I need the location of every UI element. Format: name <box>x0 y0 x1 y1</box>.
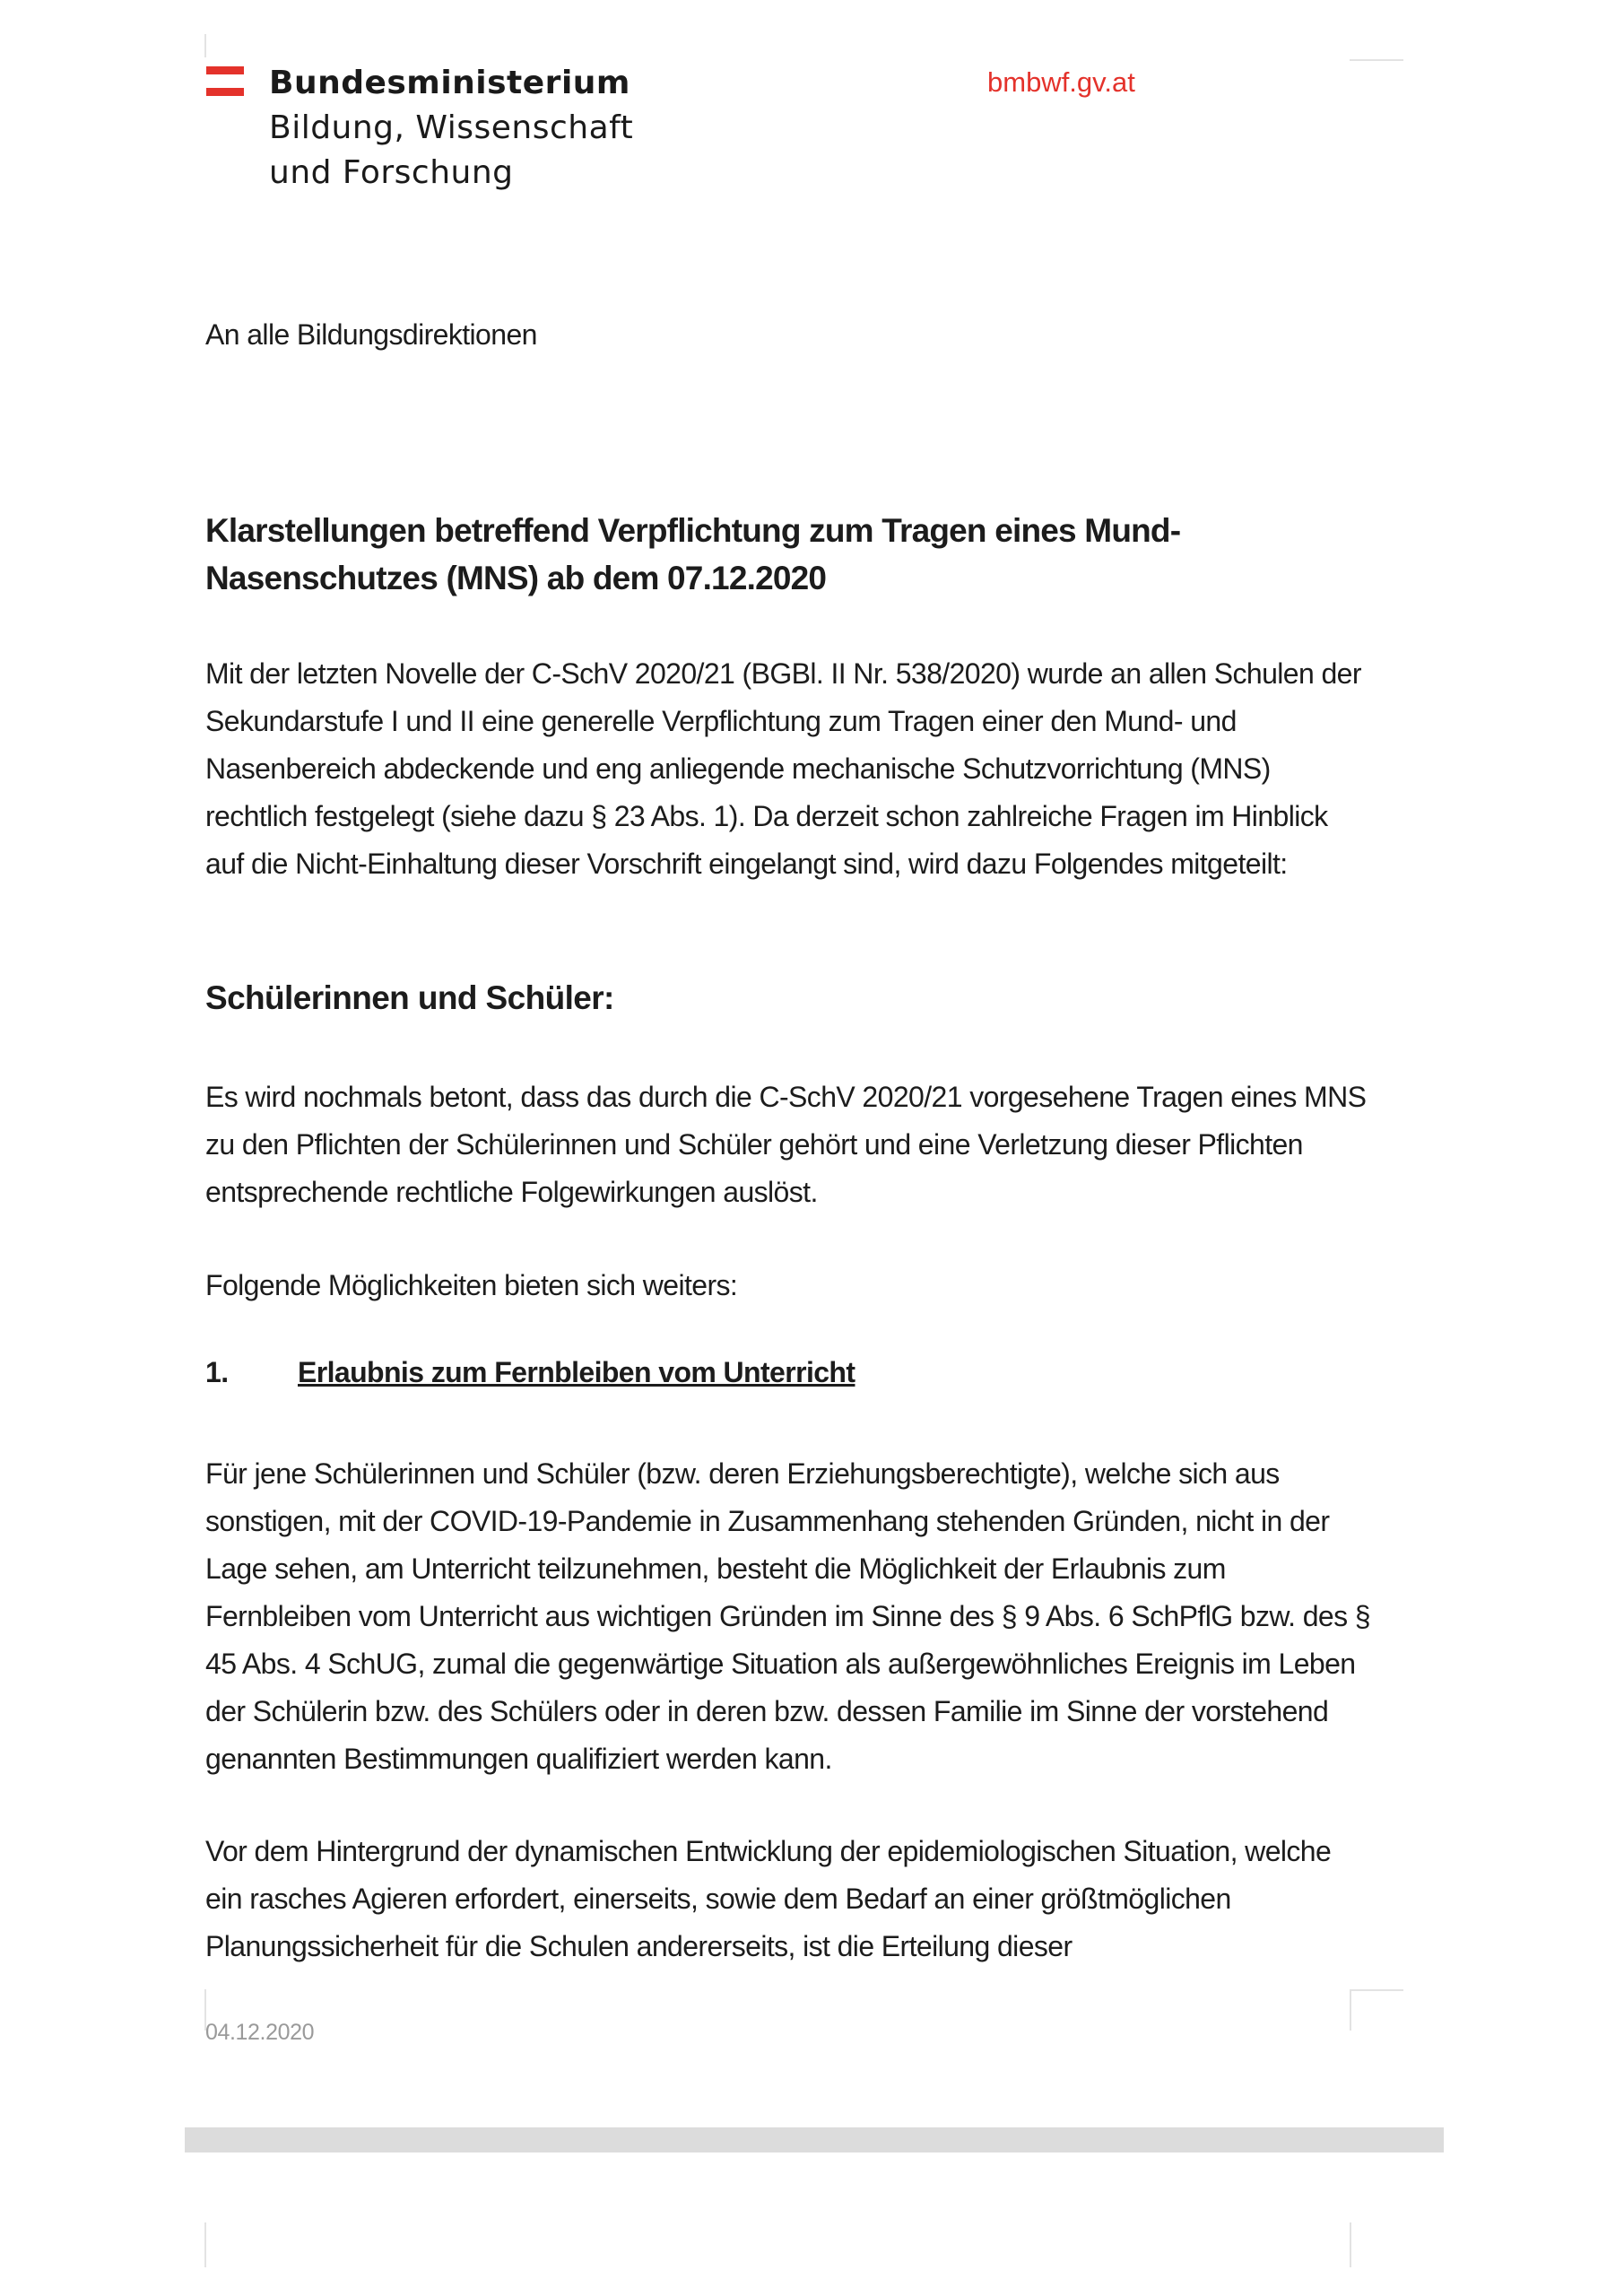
footer-date: 04.12.2020 <box>205 2020 315 2045</box>
ministry-name-line2: Bildung, Wissenschaft <box>269 109 634 146</box>
crop-mark <box>204 34 206 57</box>
ministry-name <box>269 61 633 196</box>
crop-mark <box>1350 2222 1351 2267</box>
crop-mark <box>204 2222 206 2267</box>
page-separator <box>185 2127 1444 2152</box>
website-link[interactable]: bmbwf.gv.at <box>987 66 1135 98</box>
item1-paragraph-2: Vor dem Hintergrund der dynamischen Entwicklung der epidemiologischen Situation, welche ein rasches Agieren erfordert, einerseits, sowie dem Bedarf an einer größtmöglichen Planungssicherheit für die Schulen andererseits, ist die Erteilung dieser <box>205 1835 1332 1962</box>
section-paragraph: Es wird nochmals betont, dass das durch die C-SchV 2020/21 vorgesehene Tragen eines MNS zu den Pflichten der Schülerinnen und Schüler gehört und eine Verletzung dieser Pflichten entsprechende rechtliche Folgewirkungen auslöst. <box>205 1081 1367 1208</box>
crop-mark <box>1350 59 1403 61</box>
document-title: Klarstellungen betreffend Verpflichtung zum Tragen eines Mund-Nasenschutzes (MNS) ab dem 07.12.2020 <box>205 512 1181 596</box>
options-intro: Folgende Möglichkeiten bieten sich weiters: <box>205 1269 738 1301</box>
numbered-heading-number: 1. <box>205 1356 229 1388</box>
numbered-heading-1 <box>205 1356 855 1389</box>
ministry-name-line3: und Forschung <box>269 154 514 191</box>
crop-mark <box>1350 1989 1403 1991</box>
intro-paragraph: Mit der letzten Novelle der C-SchV 2020/21 (BGBl. II Nr. 538/2020) wurde an allen Schulen der Sekundarstufe I und II eine generelle Verpflichtung zum Tragen einer den Mund- und Nasenbereich abdeckende und eng anliegende mechanische Schutzvorrichtung (MNS) rechtlich festgelegt (siehe dazu § 23 Abs. 1). Da derzeit schon zahlreiche Fragen im Hinblick auf die Nicht-Einhaltung dieser Vorschrift eingelangt sind, wird dazu Folgendes mitgeteilt: <box>205 657 1361 880</box>
ministry-name-line1: Bundesministerium <box>269 65 630 101</box>
crop-mark <box>1350 1989 1351 2031</box>
recipient-line: An alle Bildungsdirektionen <box>205 318 537 351</box>
numbered-heading-label: Erlaubnis zum Fernbleiben vom Unterricht <box>298 1356 855 1388</box>
item1-paragraph-1: Für jene Schülerinnen und Schüler (bzw. deren Erziehungsberechtigte), welche sich aus sonstigen, mit der COVID-19-Pandemie in Zusammenhang stehenden Gründen, nicht in der Lage sehen, am Unterricht teilzunehmen, besteht die Möglichkeit der Erlaubnis zum Fernbleiben vom Unterricht aus wichtigen Gründen im Sinne des § 9 Abs. 6 SchPflG bzw. des § 45 Abs. 4 SchUG, zumal die gegenwärtige Situation als außergewöhnliches Ereignis im Leben der Schülerin bzw. des Schülers oder in deren bzw. dessen Familie im Sinne der vorstehend genannten Bestimmungen qualifiziert werden kann. <box>205 1457 1370 1775</box>
austrian-flag-logo-icon <box>206 66 244 97</box>
section-heading: Schülerinnen und Schüler: <box>205 979 614 1016</box>
